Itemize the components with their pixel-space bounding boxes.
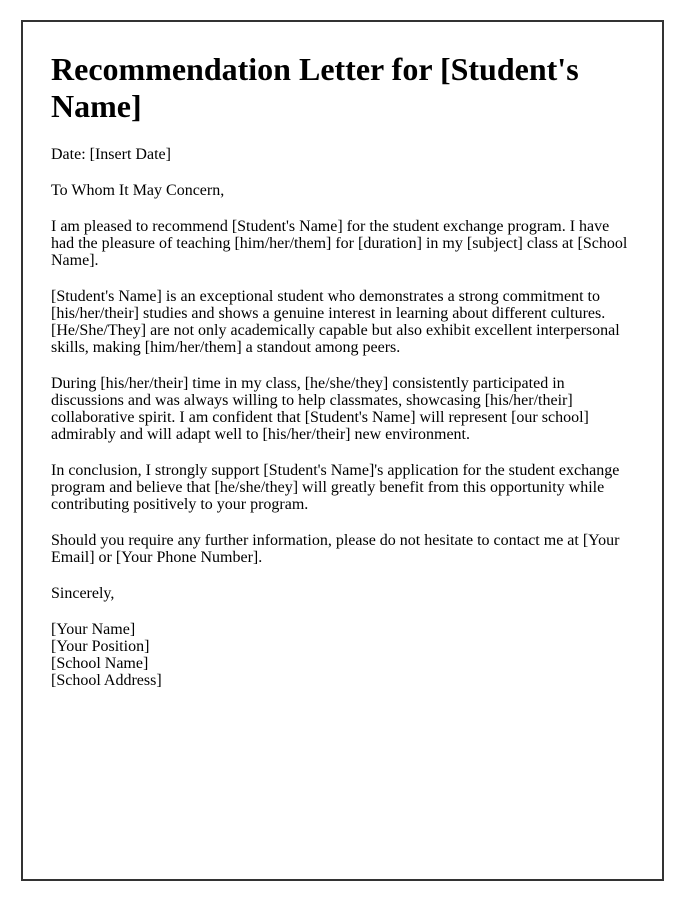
closing: Sincerely, xyxy=(51,584,115,602)
body-paragraph-intro: I am pleased to recommend [Student's Name] for the student exchange program. I have had the pleasure of teaching [him/her/them] for [duration] in my [subject] class at [School Name]. xyxy=(51,217,628,269)
body-paragraph-conclusion: In conclusion, I strongly support [Student's Name]'s application for the student exchange program and believe that [he/she/they] will greatly benefit from this opportunity while contributing positively to your program. xyxy=(51,461,620,513)
letter-title: Recommendation Letter for [Student's Name] xyxy=(51,51,579,124)
body-paragraph-qualities: [Student's Name] is an exceptional student who demonstrates a strong commitment to [his/her/their] studies and shows a genuine interest in learning about different cultures. [He/She/They] are not only academically capable but also exhibit excellent interpersonal skills, making [him/her/them] a standout among peers. xyxy=(51,287,620,356)
signature-school-name: [School Name] xyxy=(51,654,149,672)
letter-page xyxy=(21,20,664,881)
salutation: To Whom It May Concern, xyxy=(51,181,225,199)
body-paragraph-class-experience: During [his/her/their] time in my class, [he/she/they] consistently participated in discussions and was always willing to help classmates, showcasing [his/her/their] collaborative spirit. I am confident that [Student's Name] will represent [our school] admirably and will adapt well to [his/her/their] new environment. xyxy=(51,374,589,443)
signature-position: [Your Position] xyxy=(51,637,150,655)
signature-block xyxy=(51,621,634,689)
date-line: Date: [Insert Date] xyxy=(51,145,171,163)
body-paragraph-contact: Should you require any further information, please do not hesitate to contact me at [Your Email] or [Your Phone Number]. xyxy=(51,531,620,566)
signature-name: [Your Name] xyxy=(51,620,136,638)
signature-school-address: [School Address] xyxy=(51,671,162,689)
